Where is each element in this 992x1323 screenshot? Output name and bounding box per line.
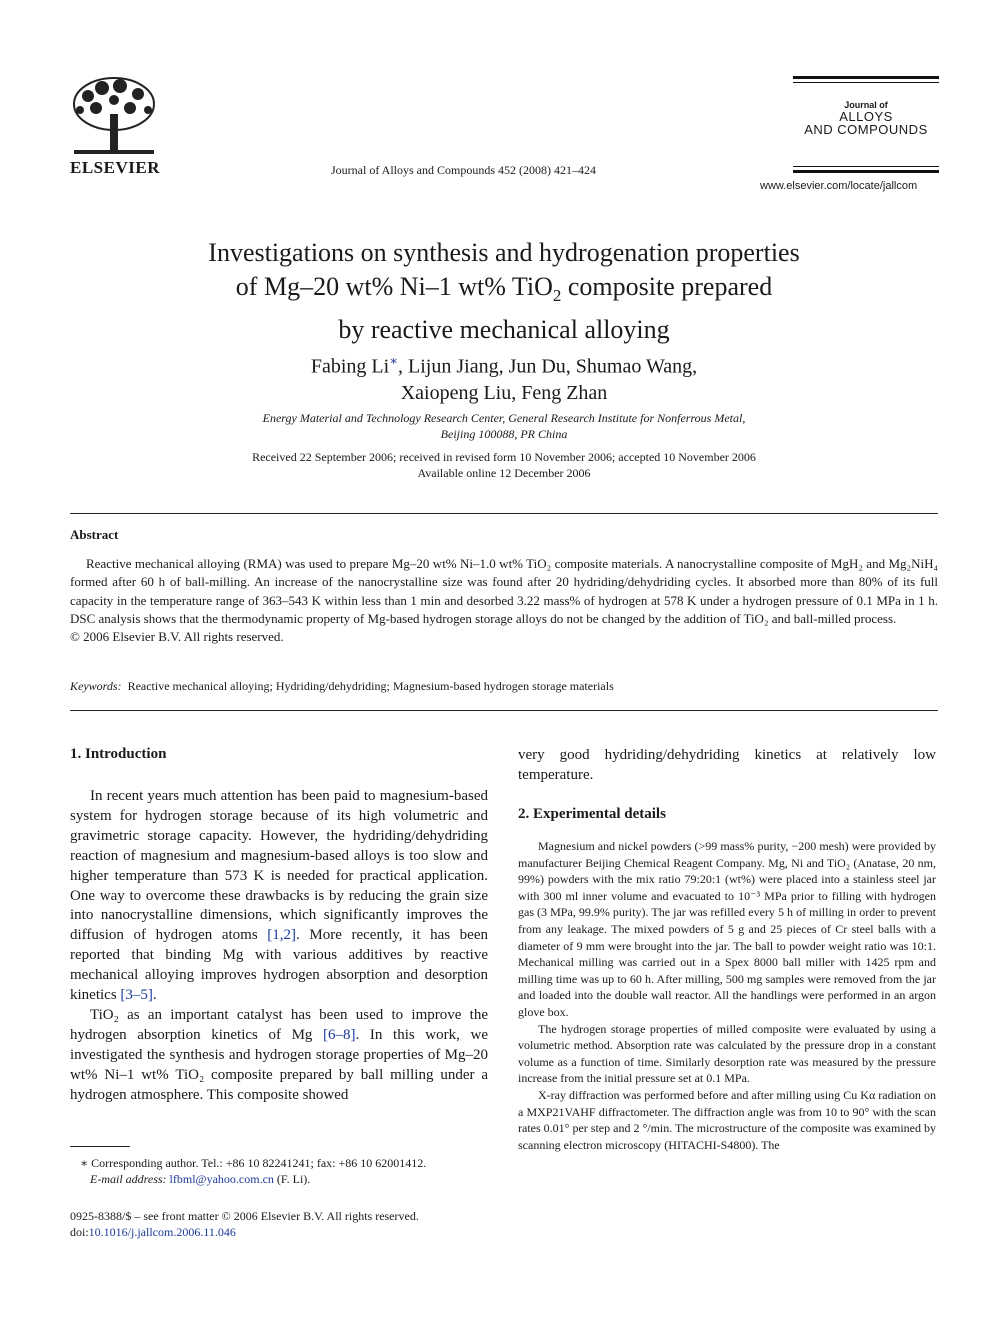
title-line-2-a: of Mg–20 wt% Ni–1 wt% TiO [235,272,553,301]
doi-link[interactable]: 10.1016/j.jallcom.2006.11.046 [88,1225,236,1239]
section-heading-introduction: 1. Introduction [70,746,167,762]
divider [70,710,938,711]
abstract-copyright: © 2006 Elsevier B.V. All rights reserved. [70,629,284,645]
title-line-1: Investigations on synthesis and hydrogenation properties [208,238,800,267]
footnote-email [70,1171,426,1187]
dates-line-2: Available online 12 December 2006 [417,466,591,480]
citation-link[interactable]: [1,2] [267,927,297,944]
keywords [70,679,614,694]
experimental-paragraph-1: Magnesium and nickel powders (>99 mass% purity, −200 mesh) were provided by manufacturer Beijing Chemical Reagent Company. Mg, Ni and TiO₂ (Anatase, 20 nm, 99%) powders with the mix ratio 79:20:1 (wt%) were placed into a stainless steel jar with 300 ml inner volume and evacuated to 10⁻³ MPa prior to filling with hydrogen gas (3 MPa, 99.9% purity). The jar was refilled every 5 h of milling in order to prevent from any leakage. The mixed powders of 5 g and 25 pieces of Cr steel balls with a diameter of 9 mm were brought into the jar. The ball to powder weight ratio was 10:1. Mechanical milling was carried out in a Spex 8000 ball miller with 1425 rpm and milling time was up to 60 h. After milling, 500 mg samples were removed from the jar and loaded into the double wall reactor. All the handlings were performed in an argon glove box. [518,839,936,1019]
experimental-body [518,838,936,1153]
journal-logo-rule [793,82,939,83]
footnote-line-1: ∗ Corresponding author. Tel.: +86 10 82241241; fax: +86 10 62001412. [80,1156,427,1170]
title-sub: 2 [552,286,562,306]
email-tail: (F. Li). [273,1172,311,1186]
citation-link[interactable]: [3–5] [120,987,153,1004]
intro-text: TiO₂ as an important catalyst has been used to improve the hydrogen absorption kinetics of Mg [70,1006,488,1043]
author-first: Fabing Li [310,355,390,378]
footnote [70,1155,426,1187]
citation-link[interactable]: [6–8] [323,1026,356,1043]
experimental-paragraph-3: X-ray diffraction was performed before and after milling using Cu Kα radiation on a MXP21VAHF diffractometer. The diffraction angle was from 10 to 90° with the scan rates 0.01° per step and 2 °/min. The microstructure of the composite was examined by scanning electron microscopy (HITACHI-S4800). The [518,1087,936,1152]
journal-logo-rule [793,166,939,167]
intro-paragraph-2 [70,1006,488,1106]
article-title [120,236,888,347]
affiliation-line-1: Energy Material and Technology Research Center, General Research Institute for Nonferrous Metal, [262,411,746,425]
affiliation [160,410,848,442]
front-matter [70,1208,419,1240]
dates-line-1: Received 22 September 2006; received in revised form 10 November 2006; accepted 10 November 2006 [252,450,756,464]
corresponding-author-link[interactable]: ∗ [389,353,399,368]
doi-label: doi: [70,1225,89,1239]
issn-line: 0925-8388/$ – see front matter © 2006 Elsevier B.V. All rights reserved. [70,1209,419,1223]
intro-text: . In this work, we investigated the synthesis and hydrogen storage properties of Mg–20 wt% Ni–1 wt% TiO₂ composite prepared by ball milling under a hydrogen atmosphere. This composite showed [70,1026,488,1103]
article-dates [160,449,848,481]
keywords-list: Reactive mechanical alloying; Hydriding/dehydriding; Magnesium-based hydrogen storage materials [127,679,614,693]
abstract-body [70,555,938,646]
intro-text: In recent years much attention has been paid to magnesium-based system for hydrogen storage because of its high volumetric and gravimetric storage capacity. However, the hydriding/dehydriding reaction of magnesium and magnesium-based alloys is too slow and higher temperature than 573 K is needed for practical application. One way to overcome these drawbacks is by reducing the grain size into nanocrystalline dimensions, which significantly improves the diffusion of hydrogen atoms [70,788,488,944]
footnote-rule [70,1146,130,1147]
divider [70,513,938,514]
authors-line-2: Xaiopeng Liu, Feng Zhan [400,381,608,404]
keywords-label: Keywords: [70,679,122,693]
section-heading-experimental: 2. Experimental details [518,806,666,822]
abstract-paragraph: Reactive mechanical alloying (RMA) was used to prepare Mg–20 wt% Ni–1.0 wt% TiO₂ composite materials. A nanocrystalline composite of MgH₂ and Mg₂NiH₄ formed after 60 h of ball-milling. An increase of the nanocrystalline size was found after 20 hydriding/dehydriding cycles. It absorbed more than 80% of its full capacity in the temperature range of 363–543 K within less than 1 min and desorbed 3.22 mass% of hydrogen at 578 K under a hydrogen pressure of 0.1 MPa in 1 h. DSC analysis shows that the thermodynamic property of Mg-based hydrogen storage alloys do not be changed by the addition of TiO₂ and ball-milled process. [70,556,938,626]
author-list [200,348,808,406]
journal-logo-rule [793,170,939,173]
introduction-body [70,787,488,1106]
experimental-paragraph-2: The hydrogen storage properties of milled composite were evaluated by using a volumetric method. Absorption rate was calculated by the pressure drop in a constant volume as a function of time. Similarly desorption rate was measured by the pressure increase from the initial pressure set at 0.1 MPa. [518,1021,936,1086]
journal-reference: Journal of Alloys and Compounds 452 (2008) 421–424 [331,163,596,177]
elsevier-tree-logo-icon [68,74,160,156]
title-line-2 [120,270,888,313]
doi-line [70,1224,419,1240]
journal-logo [793,100,939,136]
title-line-2-b: composite prepared [561,272,773,301]
abstract-heading: Abstract [70,527,119,542]
email-label: E-mail address: [90,1172,167,1186]
journal-logo-rule [793,76,939,79]
intro-text: . More recently, it has been reported that binding Mg with various additives by reactive mechanical alloying improves hydrogen absorption and desorption kinetics [70,927,488,1004]
affiliation-line-2: Beijing 100088, PR China [440,427,568,441]
introduction-continued: very good hydriding/dehydriding kinetics at relatively low temperature. [518,747,936,783]
journal-logo-line1: ALLOYS [839,109,893,124]
title-line-3: by reactive mechanical alloying [338,315,670,345]
journal-logo-small: Journal of [844,100,888,110]
authors-rest: , Lijun Jiang, Jun Du, Shumao Wang, [398,355,698,378]
intro-paragraph-1 [70,787,488,1006]
intro-text: . [152,987,157,1004]
publisher-name: ELSEVIER [70,158,160,177]
journal-logo-line2: AND COMPOUNDS [804,122,928,137]
journal-url[interactable]: www.elsevier.com/locate/jallcom [760,180,918,192]
email-link[interactable]: lfbml@yahoo.com.cn [169,1172,274,1186]
